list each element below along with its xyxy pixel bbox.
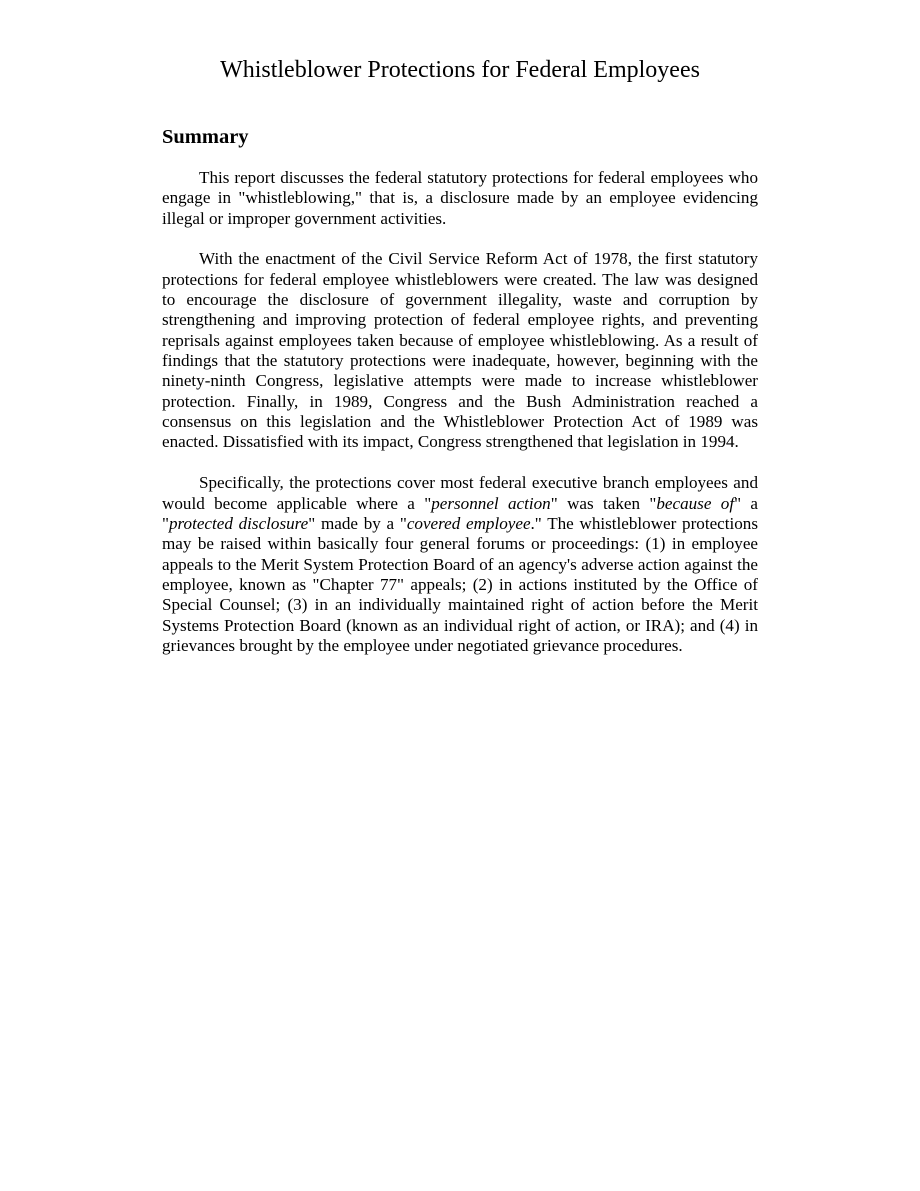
paragraph-3-text: " made by a " [308,513,407,533]
paragraph-3-text: " a " [162,493,758,533]
document-title: Whistleblower Protections for Federal Employees [220,57,700,83]
term-because-of: because of [656,493,735,513]
term-covered-employee: covered employee [406,513,531,533]
summary-body [162,168,758,677]
paragraph-3-text: Specifically, the protections cover most federal executive branch employees and would become applicable where a " [162,473,758,513]
term-protected-disclosure: protected disclosure [168,513,309,533]
paragraph-1: This report discusses the federal statutory protections for federal employees who engage in "whistleblowing," that is, a disclosure made by an employee evidencing illegal or improper government activities. [162,168,758,228]
paragraph-3-text: " was taken " [550,493,657,513]
section-heading-summary: Summary [162,126,249,148]
paragraph-3-text: ." The whistleblower protections may be raised within basically four general forums or proceedings: (1) in employee appeals to the Merit System Protection Board of an agency's adverse action against the employee, known as "Chapter 77" appeals; (2) in actions instituted by the Office of Special Counsel; (3) in an individually maintained right of action before the Merit Systems Protection Board (known as an individual right of action, or IRA); and (4) in grievances brought by the employee under negotiated grievance procedures. [162,513,759,655]
paragraph-3 [162,473,758,656]
paragraph-2: With the enactment of the Civil Service Reform Act of 1978, the first statutory protections for federal employee whistleblowers were created. The law was designed to encourage the disclosure of government illegality, waste and corruption by strengthening and improving protection of federal employee rights, and preventing reprisals against employees taken because of employee whistleblowing. As a result of findings that the statutory protections were inadequate, however, beginning with the ninety-ninth Congress, legislative attempts were made to increase whistleblower protection. Finally, in 1989, Congress and the Bush Administration reached a consensus on this legislation and the Whistleblower Protection Act of 1989 was enacted. Dissatisfied with its impact, Congress strengthened that legislation in 1994. [162,249,758,452]
term-personnel-action: personnel action [431,493,551,513]
